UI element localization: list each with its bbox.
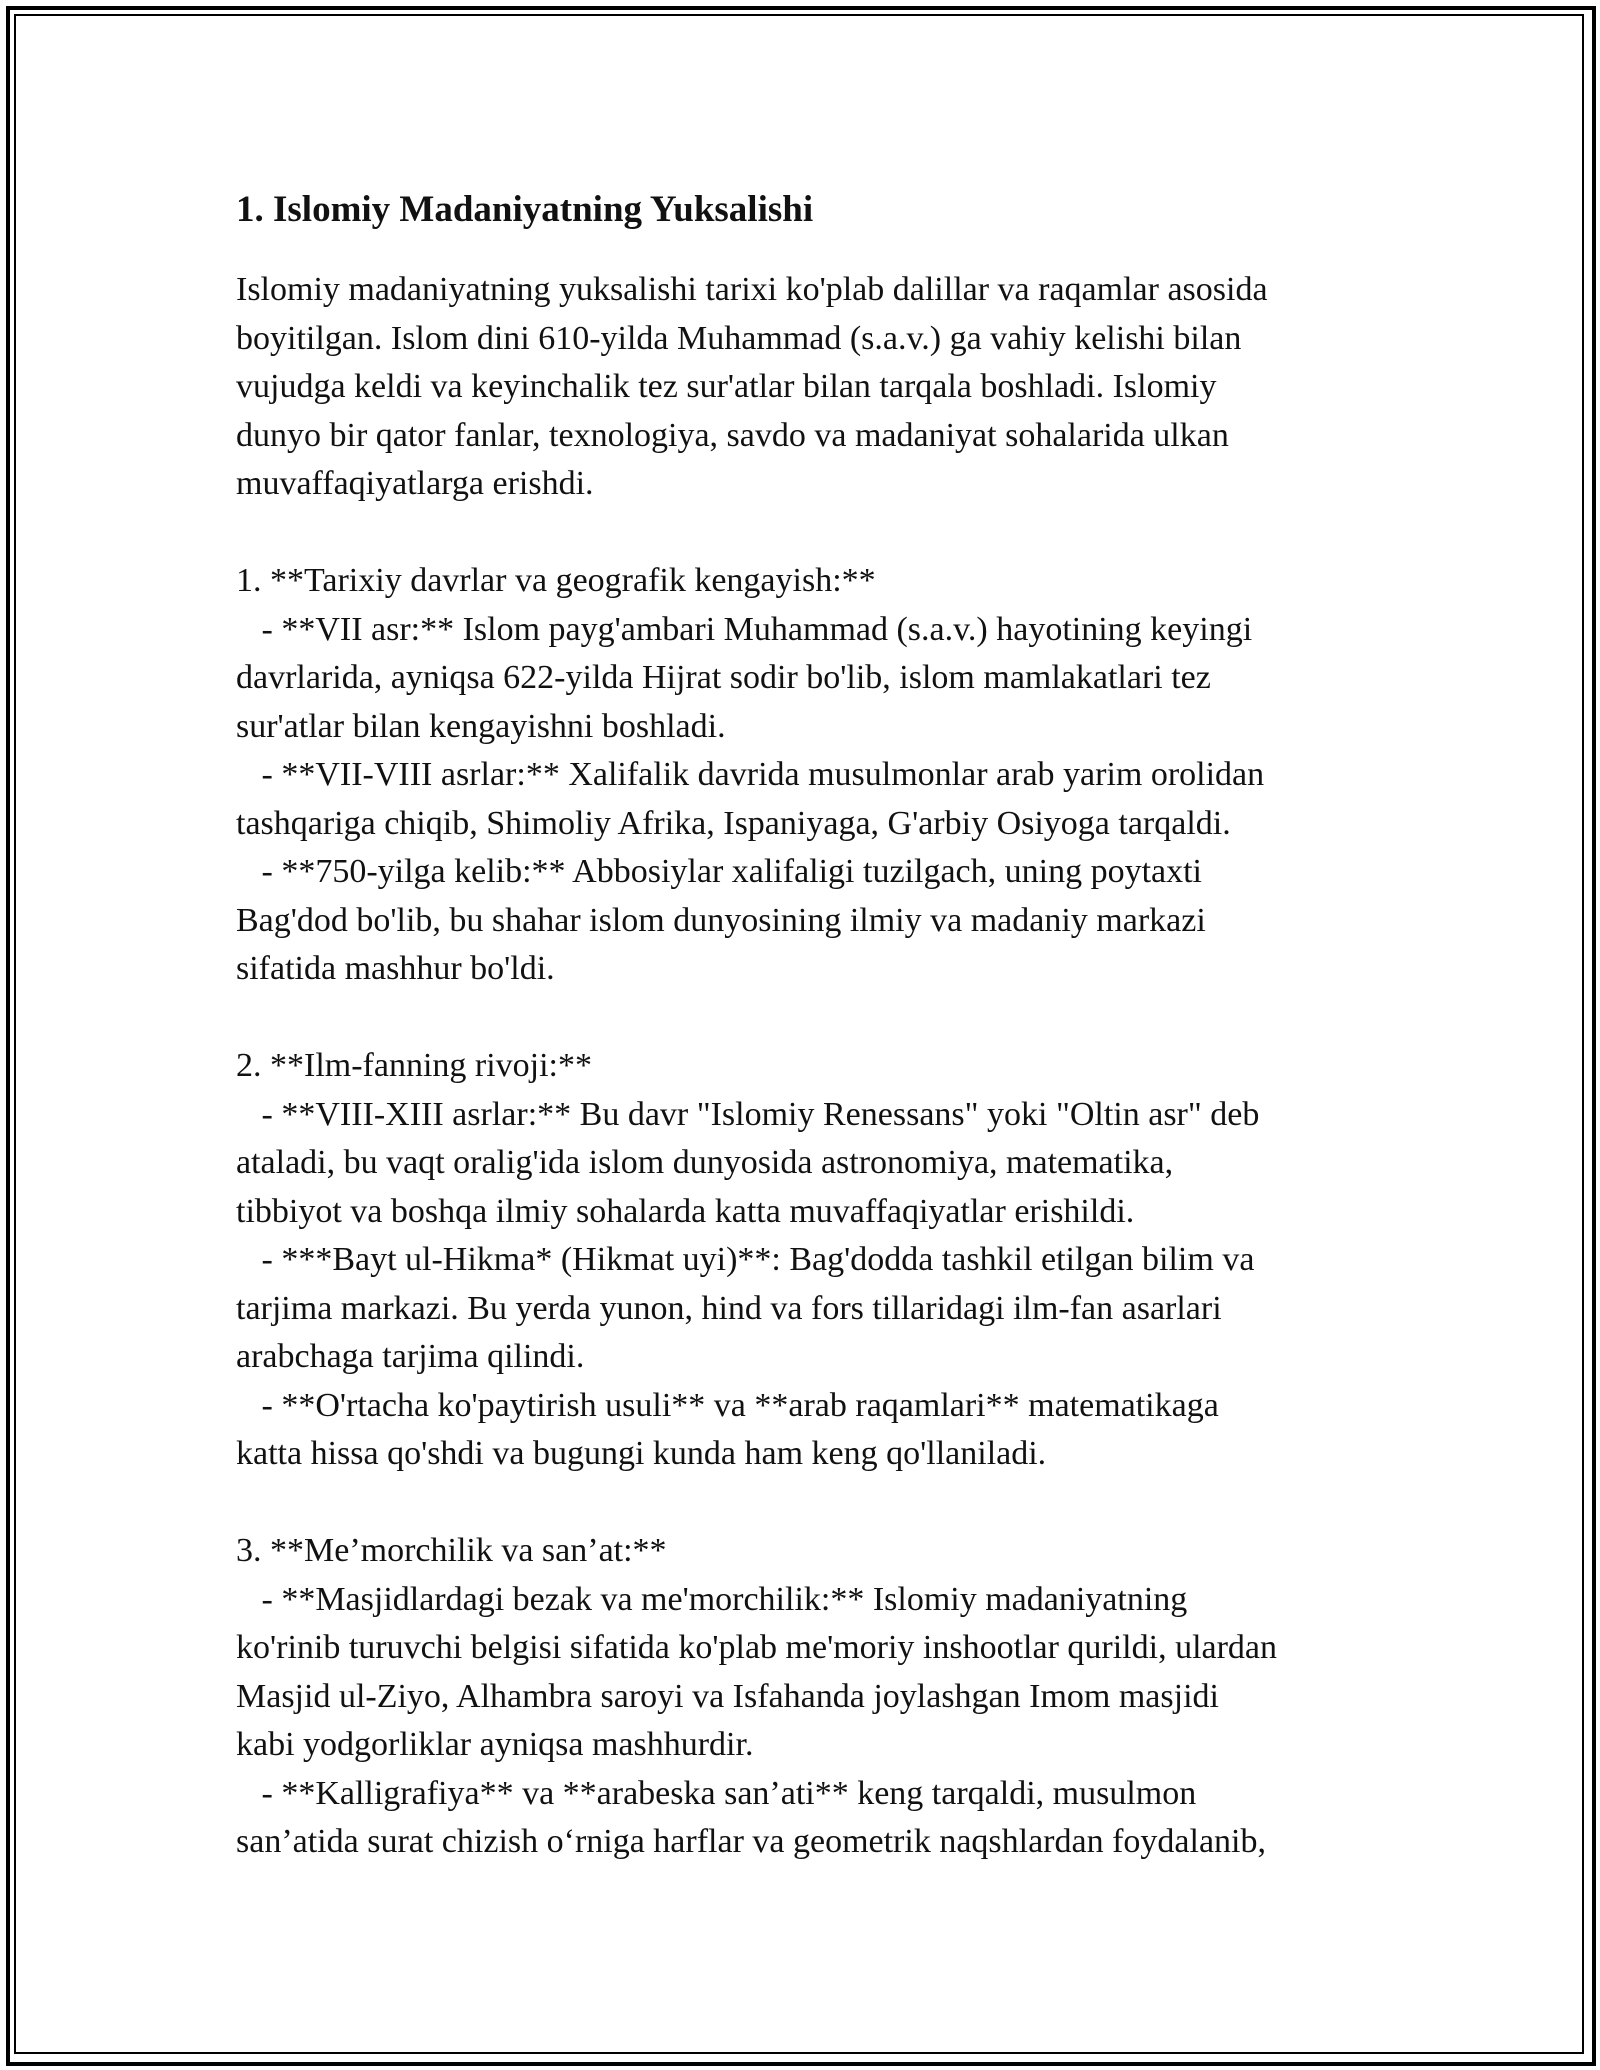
intro-line: boyitilgan. Islom dini 610-yilda Muhammad (s.a.v.) ga vahiy kelishi bilan (236, 319, 1242, 357)
list-item-line: - **O'rtacha ko'paytirish usuli** va **arab raqamlari** matematikaga (236, 1386, 1219, 1424)
list-item-line: ataladi, bu vaqt oralig'ida islom dunyosida astronomiya, matematika, (236, 1144, 1174, 1181)
list-item-line: tashqariga chiqib, Shimoliy Afrika, Ispaniyaga, G'arbiy Osiyoga tarqaldi. (236, 804, 1231, 842)
list-item-line: arabchaga tarjima qilindi. (236, 1338, 585, 1375)
section-heading: 3. **Me’morchilik va san’at:** (236, 1532, 667, 1569)
document-title: 1. Islomiy Madaniyatning Yuksalishi (236, 189, 814, 230)
list-item-line: - **VII-VIII asrlar:** Xalifalik davrida musulmonlar arab yarim orolidan (236, 756, 1265, 793)
intro-paragraph (236, 266, 1376, 509)
list-item-line: tibbiyot va boshqa ilmiy sohalarda katta muvaffaqiyatlar erishildi. (236, 1192, 1135, 1230)
section-science (236, 1042, 1376, 1479)
blank-line (236, 509, 1376, 558)
list-item-line: - **Kalligrafiya** va **arabeska san’ati** keng tarqaldi, musulmon (236, 1774, 1197, 1812)
list-item-line: - **VIII-XIII asrlar:** Bu davr "Islomiy Renessans" yoki "Oltin asr" deb (236, 1095, 1260, 1133)
list-item-line: ko'rinib turuvchi belgisi sifatida ko'plab me'moriy inshootlar qurildi, ulardan (236, 1629, 1278, 1666)
intro-line: vujudga keldi va keyinchalik tez sur'atlar bilan tarqala boshladi. Islomiy (236, 368, 1217, 405)
list-item-line: - **Masjidlardagi bezak va me'morchilik:** Islomiy madaniyatning (236, 1580, 1188, 1618)
list-item-line: katta hissa qo'shdi va bugungi kunda ham keng qo'llaniladi. (236, 1435, 1047, 1472)
list-item-line: tarjima markazi. Bu yerda yunon, hind va fors tillaridagi ilm-fan asarlari (236, 1289, 1222, 1327)
intro-line: muvaffaqiyatlarga erishdi. (236, 465, 594, 502)
list-item-line: kabi yodgorliklar ayniqsa mashhurdir. (236, 1726, 754, 1763)
intro-line: dunyo bir qator fanlar, texnologiya, savdo va madaniyat sohalarida ulkan (236, 416, 1229, 454)
section-historical (236, 557, 1376, 994)
list-item-line: - **750-yilga kelib:** Abbosiylar xalifaligi tuzilgach, uning poytaxti (236, 853, 1202, 890)
section-heading: 1. **Tarixiy davrlar va geografik kengayish:** (236, 562, 876, 599)
list-item-line: san’atida surat chizish o‘rniga harflar va geometrik naqshlardan foydalanib, (236, 1823, 1266, 1860)
blank-line (236, 994, 1376, 1043)
section-heading: 2. **Ilm-fanning rivoji:** (236, 1047, 593, 1084)
list-item-line: Bag'dod bo'lib, bu shahar islom dunyosining ilmiy va madaniy markazi (236, 901, 1206, 939)
list-item-line: Masjid ul-Ziyo, Alhambra saroyi va Isfahanda joylashgan Imom masjidi (236, 1677, 1219, 1715)
list-item-line: - ***Bayt ul-Hikma* (Hikmat uyi)**: Bag'dodda tashkil etilgan bilim va (236, 1241, 1255, 1278)
list-item-line: sur'atlar bilan kengayishni boshladi. (236, 707, 726, 745)
intro-line: Islomiy madaniyatning yuksalishi tarixi ko'plab dalillar va raqamlar asosida (236, 271, 1268, 308)
blank-line (236, 1479, 1376, 1528)
list-item-line: sifatida mashhur bo'ldi. (236, 950, 555, 987)
document-body (236, 186, 1376, 1867)
list-item-line: davrlarida, ayniqsa 622-yilda Hijrat sodir bo'lib, islom mamlakatlari tez (236, 659, 1211, 696)
list-item-line: - **VII asr:** Islom payg'ambari Muhammad (s.a.v.) hayotining keyingi (236, 610, 1253, 648)
section-architecture (236, 1527, 1376, 1867)
